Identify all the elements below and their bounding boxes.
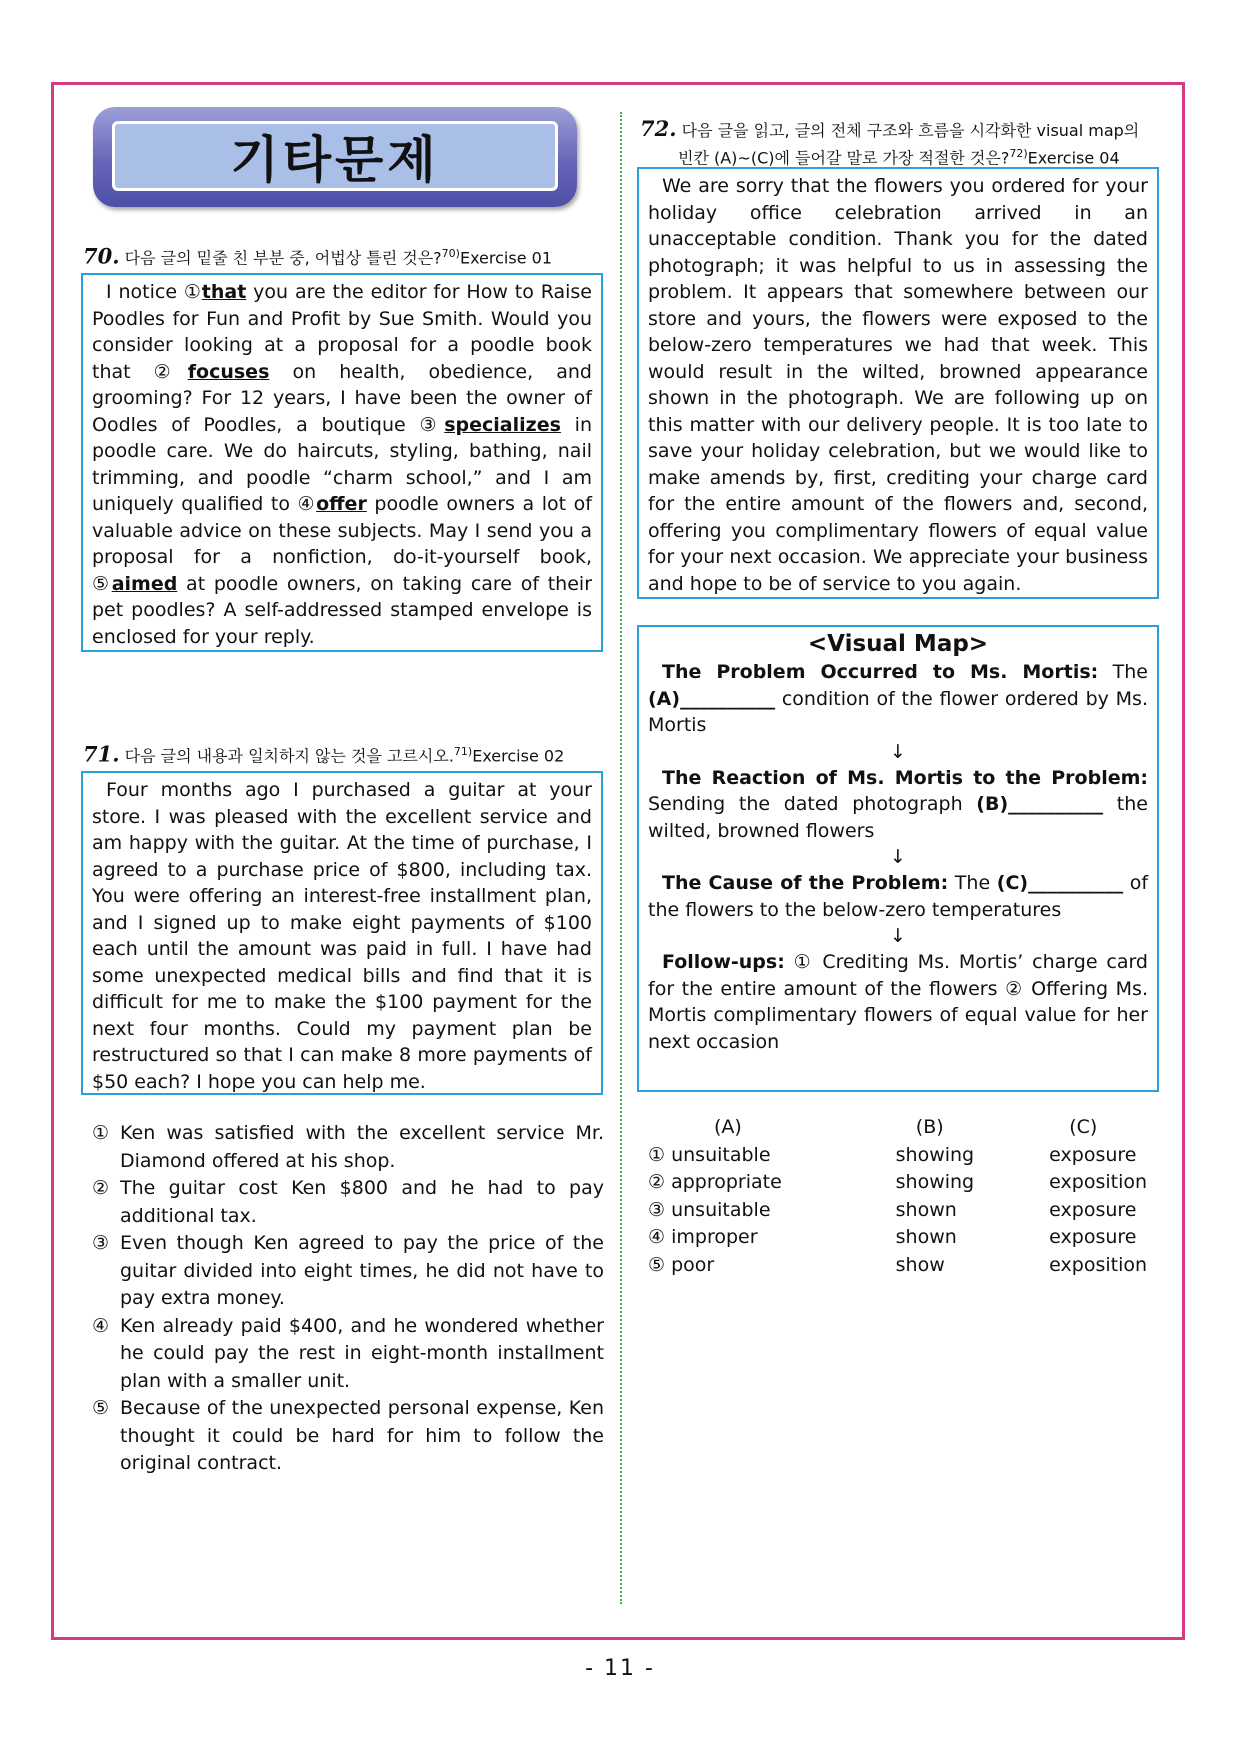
q70-text-2: you are the editor for How to Raise Poodles for Fun and Profit by Sue Smith. Would you consider looking at a proposal for a poodle book that ② xyxy=(92,281,592,383)
answer-row[interactable] xyxy=(648,1142,1168,1170)
q71-exercise: Exercise 02 xyxy=(472,746,565,766)
answer-a: unsuitable xyxy=(671,1198,771,1221)
answer-a: improper xyxy=(671,1226,758,1248)
q72-passage: We are sorry that the flowers you ordered for your holiday office celebration arrived in an unacceptable condition. Thank you for the dated photograph; it was helpful to us in assessing the problem. It appears that somewhere between our store and yours, the flowers were exposed to the below-zero temperatures we had that week. This would result in the wilted, browned appearance shown in the photograph. We are following up on this matter with our delivery people. It is too late to save your holiday celebration, but we would like to make amends by, first, crediting your charge card for the entire amount of the flowers and, second, offering you complimentary flowers of equal value for your next occasion. We appreciate your business and hope to be of service to you again. xyxy=(648,175,1148,595)
q70-text-4: in poodle care. We do haircuts, styling, bathing, nail trimming, and poodle “charm school,” and I am uniquely qualified to ④ xyxy=(92,413,592,515)
q70-footnote: 70) xyxy=(441,247,460,260)
answer-header-c: (C) xyxy=(1069,1116,1098,1138)
visual-map-step-problem xyxy=(648,659,1148,739)
choice-number: ① xyxy=(92,1122,110,1144)
q72-answer-table xyxy=(648,1114,1168,1279)
visual-map-title: <Visual Map> xyxy=(807,631,989,657)
q71-choice[interactable] xyxy=(92,1313,604,1396)
q70-underline-5: aimed xyxy=(111,572,178,595)
answer-a: unsuitable xyxy=(671,1143,771,1166)
q71-instruction: 다음 글의 내용과 일치하지 않는 것을 고르시오. xyxy=(124,746,454,766)
step-label: The Problem Occurred to Ms. Mortis: xyxy=(662,661,1099,683)
choice-number: ⑤ xyxy=(92,1397,110,1419)
arrow-down-icon: ↓ xyxy=(890,846,906,868)
step-text: The xyxy=(948,872,997,894)
step-label: The Cause of the Problem: xyxy=(662,872,949,894)
step-text: of the flowers to the below-zero temperatures xyxy=(648,872,1149,921)
title-plate xyxy=(112,121,558,191)
q72-passage-box xyxy=(637,167,1159,599)
q72-instruction-line2: 빈칸 (A)~(C)에 들어갈 말로 가장 적절한 것은? xyxy=(678,148,1010,168)
answer-b: showing xyxy=(895,1171,975,1193)
answer-row[interactable] xyxy=(648,1252,1168,1280)
arrow-down-icon: ↓ xyxy=(890,740,906,763)
blank-c: (C)__________ xyxy=(996,872,1124,894)
answer-b: shown xyxy=(895,1226,957,1248)
q70-underline-4: offer xyxy=(316,493,367,515)
choice-number: ③ xyxy=(92,1232,110,1254)
q72-header xyxy=(640,117,1139,169)
q70-passage-box xyxy=(81,273,603,652)
q70-text-6: at poodle owners, on taking care of their pet poodles? A self-addressed stamped envelope is enclosed for your reply. xyxy=(92,572,592,648)
choice-text: The guitar cost Ken $800 and he had to pay additional tax. xyxy=(120,1177,604,1227)
blank-a: (A)__________ xyxy=(648,687,776,710)
q71-footnote: 71) xyxy=(453,745,473,758)
answer-c: exposition xyxy=(1049,1171,1148,1193)
visual-map-step-followups xyxy=(648,949,1148,1055)
q70-underline-3: specializes xyxy=(444,413,561,436)
answer-c: exposition xyxy=(1049,1253,1148,1276)
step-label: The Reaction of Ms. Mortis to the Problem: xyxy=(662,766,1148,789)
q71-choice[interactable] xyxy=(92,1175,604,1230)
answer-number: ④ xyxy=(648,1226,666,1248)
q70-underline-1: that xyxy=(201,281,247,303)
answer-c: exposure xyxy=(1049,1198,1137,1221)
choice-text: Even though Ken agreed to pay the price of the guitar divided into eight times, he did not have to pay extra money. xyxy=(120,1232,604,1309)
q70-instruction: 다음 글의 밑줄 친 부분 중, 어법상 틀린 것은? xyxy=(124,248,442,268)
answer-row[interactable] xyxy=(648,1197,1168,1225)
visual-map-step-reaction xyxy=(648,765,1148,845)
answer-a: poor xyxy=(671,1253,715,1276)
answer-row[interactable] xyxy=(648,1169,1168,1197)
q71-passage-box xyxy=(81,771,603,1095)
answer-b: showing xyxy=(895,1143,975,1166)
q72-instruction-line1: 다음 글을 읽고, 글의 전체 구조와 흐름을 시각화한 visual map의 xyxy=(681,121,1140,140)
q70-header xyxy=(83,242,552,270)
step-text: the wilted, browned flowers xyxy=(648,793,1148,842)
column-divider xyxy=(620,112,622,1604)
answer-number: ① xyxy=(648,1143,666,1166)
choice-number: ④ xyxy=(92,1314,110,1337)
visual-map-step-cause xyxy=(648,870,1148,923)
q70-exercise: Exercise 01 xyxy=(459,248,552,268)
answer-header-a: (A) xyxy=(714,1116,742,1138)
q70-number: 70. xyxy=(83,243,120,269)
q72-exercise: Exercise 04 xyxy=(1027,148,1120,168)
choice-text: Ken was satisfied with the excellent service Mr. Diamond offered at his shop. xyxy=(120,1122,604,1172)
step-text: ① Crediting Ms. Mortis’ charge card for the entire amount of the flowers ② Offering Ms. Mortis complimentary flowers of equal value for her next occasion xyxy=(648,951,1148,1053)
answer-row[interactable] xyxy=(648,1224,1168,1252)
q71-choice[interactable] xyxy=(92,1230,604,1313)
page-title: 기타문제 xyxy=(230,131,440,189)
q72-number: 72. xyxy=(640,116,677,141)
visual-map-box xyxy=(637,625,1159,1092)
step-text: Sending the dated photograph xyxy=(648,793,977,815)
choice-text: Ken already paid $400, and he wondered whether he could pay the rest in eight-month installment plan with a smaller unit. xyxy=(120,1314,604,1392)
answer-header-b: (B) xyxy=(915,1116,944,1138)
answer-c: exposure xyxy=(1049,1226,1137,1248)
q71-number: 71. xyxy=(83,741,120,767)
answer-number: ② xyxy=(648,1171,666,1193)
q70-underline-2: focuses xyxy=(187,360,270,383)
answer-c: exposure xyxy=(1049,1143,1137,1166)
q71-header xyxy=(83,740,564,768)
answer-header-row xyxy=(648,1114,1168,1142)
answer-a: appropriate xyxy=(671,1171,782,1193)
q70-passage xyxy=(92,279,592,650)
page-number: - 11 - xyxy=(585,1656,655,1681)
answer-b: shown xyxy=(895,1198,957,1221)
step-label: Follow-ups: xyxy=(662,951,785,973)
q70-text-1: I notice ① xyxy=(106,281,202,303)
blank-b: (B)__________ xyxy=(976,793,1104,815)
choice-number: ② xyxy=(92,1177,110,1199)
q72-footnote: 72) xyxy=(1009,147,1028,160)
q71-choice[interactable] xyxy=(92,1395,604,1478)
choice-text: Because of the unexpected personal expense, Ken thought it could be hard for him to follow the original contract. xyxy=(120,1397,604,1474)
q71-choice[interactable] xyxy=(92,1120,604,1175)
answer-number: ③ xyxy=(648,1198,666,1221)
step-text: The xyxy=(1098,661,1148,683)
title-banner xyxy=(93,107,577,207)
answer-number: ⑤ xyxy=(648,1253,666,1276)
q71-passage: Four months ago I purchased a guitar at your store. I was pleased with the excellent service and am happy with the guitar. At the time of purchase, I agreed to a purchase price of $800, including tax. You were offering an interest-free installment plan, and I signed up to make eight payments of $100 each until the amount was paid in full. I have had some unexpected medical bills and find that it is difficult for me to make the $100 payment for the next four months. Could my payment plan be restructured so that I can make 8 more payments of $50 each? I hope you can help me. xyxy=(92,779,592,1093)
q70-text-3: on health, obedience, and grooming? For 12 years, I have been the owner of Oodles of Poodles, a boutique ③ xyxy=(92,360,592,436)
q70-text-5: poodle owners a lot of valuable advice on these subjects. May I send you a proposal for a nonfiction, do-it-yourself book, ⑤ xyxy=(92,493,592,595)
arrow-down-icon: ↓ xyxy=(890,925,906,947)
answer-b: show xyxy=(895,1253,945,1276)
step-text: condition of the flower ordered by Ms. Mortis xyxy=(648,687,1148,736)
q71-choices xyxy=(92,1120,604,1478)
